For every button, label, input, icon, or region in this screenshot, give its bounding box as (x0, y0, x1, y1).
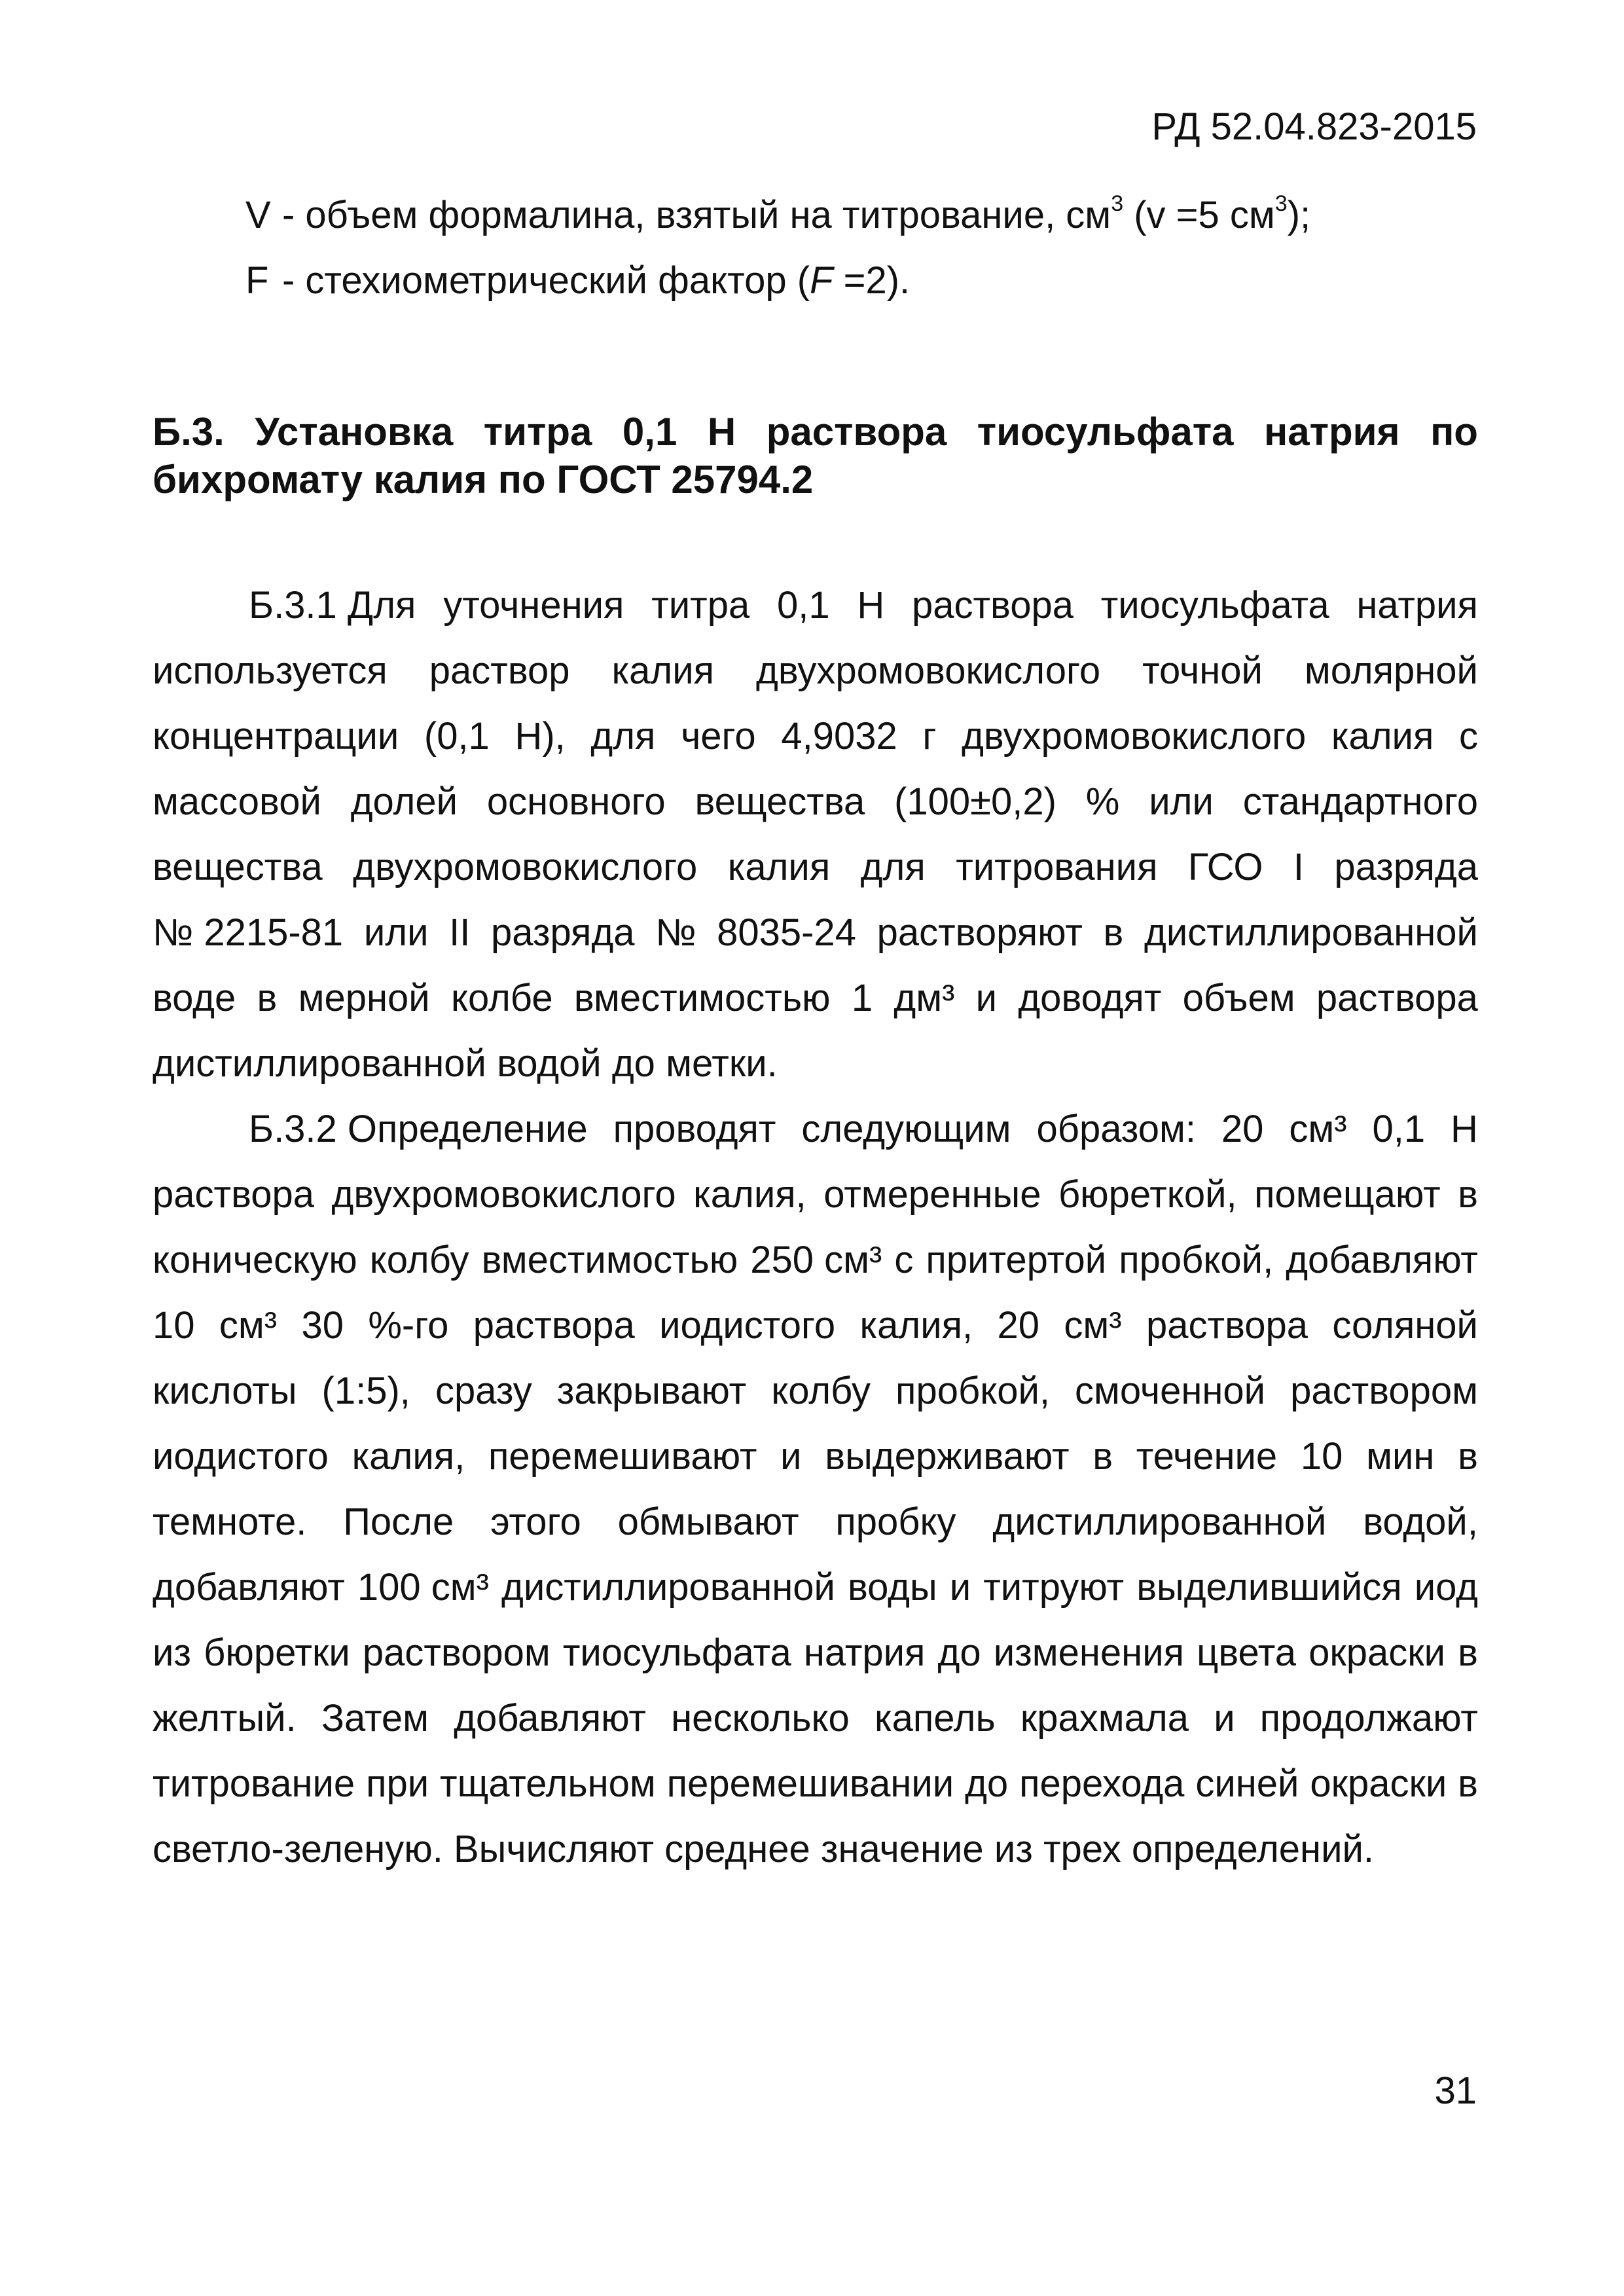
document-code: РД 52.04.823-2015 (1151, 105, 1477, 148)
text-word: двухромовокислого (962, 715, 1307, 757)
text-word: стандартного (1242, 780, 1478, 823)
text-word: % (1085, 780, 1120, 823)
heading-word: Б.3. (153, 410, 225, 454)
text-word: %-го (368, 1304, 449, 1347)
text-word: массовой (153, 780, 321, 823)
text-word: продолжают (1259, 1697, 1478, 1740)
text-word: колбу (369, 1239, 469, 1281)
text-word: двухромовокислого (331, 1173, 676, 1216)
text-word: Н (1451, 1108, 1478, 1150)
text-line (153, 714, 1478, 759)
text-word: 0,1 (1372, 1108, 1426, 1150)
text-line (153, 1630, 1478, 1676)
text-word: водой (497, 1042, 602, 1085)
text-word: Затем (321, 1697, 429, 1740)
section-heading-continuation: бихромату калия по ГОСТ 25794.2 (153, 458, 814, 501)
superscript: 3 (1274, 191, 1288, 216)
text-word: иодистого (153, 1435, 329, 1478)
text-word: 1 (851, 977, 873, 1019)
text-word: с (1458, 715, 1478, 757)
text-word: раствором (1290, 1370, 1478, 1412)
text-word: трех (1043, 1828, 1121, 1870)
text-word: Н), (514, 715, 566, 757)
text-word: светло-зеленую. (153, 1828, 443, 1870)
heading-word: тиосульфата (977, 410, 1234, 454)
text-line (153, 779, 1478, 825)
text-word: мерной (298, 977, 430, 1019)
definition-symbol-italic: F (810, 259, 833, 302)
heading-word: раствора (766, 410, 947, 454)
text-word: I (1293, 846, 1304, 888)
text-word: несколько (671, 1697, 850, 1740)
text-word: воде (153, 977, 236, 1019)
text-word: мин (1366, 1435, 1435, 1478)
definition-text: ); (1287, 194, 1311, 236)
text-word: цвета (1197, 1631, 1296, 1674)
definition-f (245, 259, 911, 302)
text-word: двухромовокислого (756, 649, 1101, 692)
text-word: растворяют (876, 911, 1083, 954)
text-word: Б.3.2 Определение (249, 1108, 588, 1150)
heading-word: натрия (1264, 410, 1400, 454)
text-word: калия, (859, 1304, 973, 1347)
text-word: г (922, 715, 937, 757)
text-word: 10 (153, 1304, 195, 1347)
text-word: (1:5), (321, 1370, 410, 1412)
text-line (153, 1761, 1478, 1807)
text-word: тиосульфата (1100, 584, 1329, 627)
text-word: вместимостью (573, 977, 831, 1019)
text-word: в (1458, 1173, 1478, 1216)
text-word: дм³ (893, 977, 955, 1019)
text-word: дистиллированной (992, 1501, 1327, 1543)
text-word: 20 (997, 1304, 1040, 1347)
text-word: титрование (153, 1762, 355, 1805)
text-word: бюреткой, (1058, 1173, 1237, 1216)
text-word: синей (1195, 1762, 1299, 1805)
text-line (153, 1303, 1478, 1349)
definition-text: (v =5 см (1123, 194, 1275, 236)
text-word: с (894, 1239, 914, 1281)
text-line (153, 845, 1478, 890)
definition-v (245, 191, 1311, 236)
text-word: № (655, 911, 696, 954)
text-word: выделившийся (1136, 1566, 1402, 1609)
heading-word: титра (483, 410, 592, 454)
text-word: вместимостью (481, 1239, 738, 1281)
text-word: пробкой, (1119, 1239, 1274, 1281)
text-word: колбу (771, 1370, 871, 1412)
text-word: см³ (219, 1304, 278, 1347)
text-word: при (366, 1762, 429, 1805)
text-line (153, 1368, 1478, 1414)
text-word: раствора (153, 1173, 315, 1216)
text-word: и (975, 977, 998, 1019)
text-word: в (1103, 911, 1124, 954)
text-word: колбе (450, 977, 553, 1019)
text-word: 100 см³ (357, 1566, 489, 1609)
text-word: проводят (613, 1108, 776, 1150)
text-line (249, 583, 1478, 629)
text-word: разряда (491, 911, 635, 954)
text-word: доводят (1018, 977, 1162, 1019)
text-word: После (343, 1501, 454, 1543)
text-word: в (1458, 1762, 1478, 1805)
text-word: иод (1414, 1566, 1478, 1609)
text-line (153, 910, 1478, 956)
text-word: натрия (1356, 584, 1478, 627)
text-word: пробкой, (895, 1370, 1050, 1412)
text-word: до (937, 1631, 981, 1674)
text-word: или (363, 911, 429, 954)
text-word: разряда (1334, 846, 1478, 888)
text-word: помещают (1254, 1173, 1441, 1216)
text-word: двухромовокислого (353, 846, 698, 888)
definition-symbol: F (245, 259, 269, 302)
text-word: дистиллированной (153, 1042, 486, 1085)
text-word: капель (874, 1697, 996, 1740)
text-word: сразу (435, 1370, 532, 1412)
text-word: раствора (1316, 977, 1478, 1019)
text-word: этого (490, 1501, 581, 1543)
text-word: в (1458, 1631, 1478, 1674)
text-word: добавляют (454, 1697, 646, 1740)
text-word: раствора (1146, 1304, 1308, 1347)
text-word: ГСО (1187, 846, 1263, 888)
text-word: титрования (956, 846, 1158, 888)
text-word: уточнения (443, 584, 624, 627)
text-word: титра (651, 584, 750, 627)
text-word: калия (1331, 715, 1434, 757)
text-word: иодистого (659, 1304, 836, 1347)
text-word: концентрации (153, 715, 399, 757)
text-word: перемешивании (666, 1762, 954, 1805)
heading-word: Н (707, 410, 736, 454)
text-word: дистиллированной (501, 1566, 835, 1609)
text-word: из (994, 1828, 1033, 1870)
page-number: 31 (1434, 2069, 1477, 2112)
text-line (153, 1499, 1478, 1545)
text-word: водой, (1363, 1501, 1478, 1543)
text-word: раствора (473, 1304, 635, 1347)
text-word: отмеренные (823, 1173, 1041, 1216)
text-word: Н (857, 584, 885, 627)
text-word: добавляют (1286, 1239, 1478, 1281)
text-word: титруют (983, 1566, 1125, 1609)
text-word: основного (486, 780, 666, 823)
text-word: раствор (429, 649, 570, 692)
text-line (153, 975, 1478, 1021)
text-line (153, 648, 1478, 694)
text-word: воды (847, 1566, 937, 1609)
text-word: в (1092, 1435, 1113, 1478)
text-word: из (153, 1631, 191, 1674)
text-word: № 2215-81 (153, 911, 344, 954)
text-word: II (449, 911, 471, 954)
text-word: 20 (1221, 1108, 1264, 1150)
text-word: коническую (153, 1239, 357, 1281)
text-word: и (780, 1435, 802, 1478)
text-line (153, 1434, 1478, 1480)
text-word: 250 см³ (750, 1239, 882, 1281)
definition-symbol: V (245, 194, 271, 236)
text-line (153, 1041, 1478, 1087)
text-word: см³ (1289, 1108, 1347, 1150)
text-word: используется (153, 649, 388, 692)
text-word: чего (681, 715, 756, 757)
text-word: калия, (693, 1173, 806, 1216)
text-word: бюретки (204, 1631, 350, 1674)
text-word: точной (1142, 649, 1263, 692)
text-word: желтый. (153, 1697, 297, 1740)
text-line (153, 1172, 1478, 1218)
text-word: тиосульфата (562, 1631, 791, 1674)
text-word: до (611, 1042, 655, 1085)
text-word: крахмала (1020, 1697, 1189, 1740)
text-word: натрия (803, 1631, 926, 1674)
text-word: и (949, 1566, 971, 1609)
text-word: метки. (666, 1042, 778, 1085)
text-word: молярной (1304, 649, 1478, 692)
text-word: для (590, 715, 656, 757)
text-word: обмывают (617, 1501, 799, 1543)
text-word: перехода (1019, 1762, 1185, 1805)
text-word: вещества (695, 780, 865, 823)
text-word: 10 (1300, 1435, 1343, 1478)
text-word: вещества (153, 846, 323, 888)
text-word: калия (727, 846, 831, 888)
text-word: или (1149, 780, 1214, 823)
text-word: следующим (801, 1108, 1011, 1150)
text-line (249, 1106, 1478, 1152)
text-word: см³ (1064, 1304, 1122, 1347)
text-word: калия, (352, 1435, 465, 1478)
text-word: 0,1 (776, 584, 830, 627)
text-word: дистиллированной (1144, 911, 1478, 954)
text-word: окраски (1310, 1762, 1447, 1805)
text-word: (0,1 (424, 715, 490, 757)
text-word: 30 (301, 1304, 344, 1347)
text-word: для (860, 846, 926, 888)
text-word: тщательном (440, 1762, 656, 1805)
text-word: изменения (993, 1631, 1184, 1674)
text-word: до (965, 1762, 1009, 1805)
text-word: смоченной (1075, 1370, 1266, 1412)
heading-word: 0,1 (622, 410, 677, 454)
text-word: объем (1182, 977, 1295, 1019)
text-word: и (1214, 1697, 1235, 1740)
text-word: Б.3.1 Для (249, 584, 416, 627)
heading-word: по (1430, 410, 1478, 454)
text-word: темноте. (153, 1501, 307, 1543)
definition-text: =2). (833, 259, 911, 302)
section-heading (153, 412, 1478, 452)
text-word: Вычисляют (454, 1828, 655, 1870)
text-word: притертой (926, 1239, 1107, 1281)
text-word: 8035-24 (717, 911, 856, 954)
text-line (153, 1696, 1478, 1741)
text-word: образом: (1036, 1108, 1196, 1150)
text-line (153, 1565, 1478, 1611)
text-word: долей (350, 780, 458, 823)
text-word: пробку (835, 1501, 956, 1543)
superscript: 3 (1111, 191, 1124, 216)
text-word: раствором (362, 1631, 550, 1674)
text-word: выдерживают (825, 1435, 1070, 1478)
definition-text: - стехиометрический фактор ( (282, 259, 810, 302)
text-word: определений. (1131, 1828, 1374, 1870)
text-line (153, 1827, 1478, 1872)
text-word: окраски (1308, 1631, 1445, 1674)
heading-word: Установка (255, 410, 454, 454)
text-word: добавляют (153, 1566, 345, 1609)
text-word: калия (611, 649, 715, 692)
definition-text: - объем формалина, взятый на титрование, см (282, 194, 1111, 236)
text-word: кислоты (153, 1370, 297, 1412)
text-word: 4,9032 (781, 715, 897, 757)
text-word: раствора (911, 584, 1074, 627)
text-word: перемешивают (488, 1435, 757, 1478)
text-word: закрывают (556, 1370, 747, 1412)
text-word: течение (1136, 1435, 1278, 1478)
text-line (153, 1237, 1478, 1283)
text-word: (100±0,2) (894, 780, 1056, 823)
text-word: соляной (1332, 1304, 1478, 1347)
text-word: в (1458, 1435, 1478, 1478)
text-word: значение (820, 1828, 984, 1870)
text-word: среднее (664, 1828, 810, 1870)
text-word: в (257, 977, 278, 1019)
